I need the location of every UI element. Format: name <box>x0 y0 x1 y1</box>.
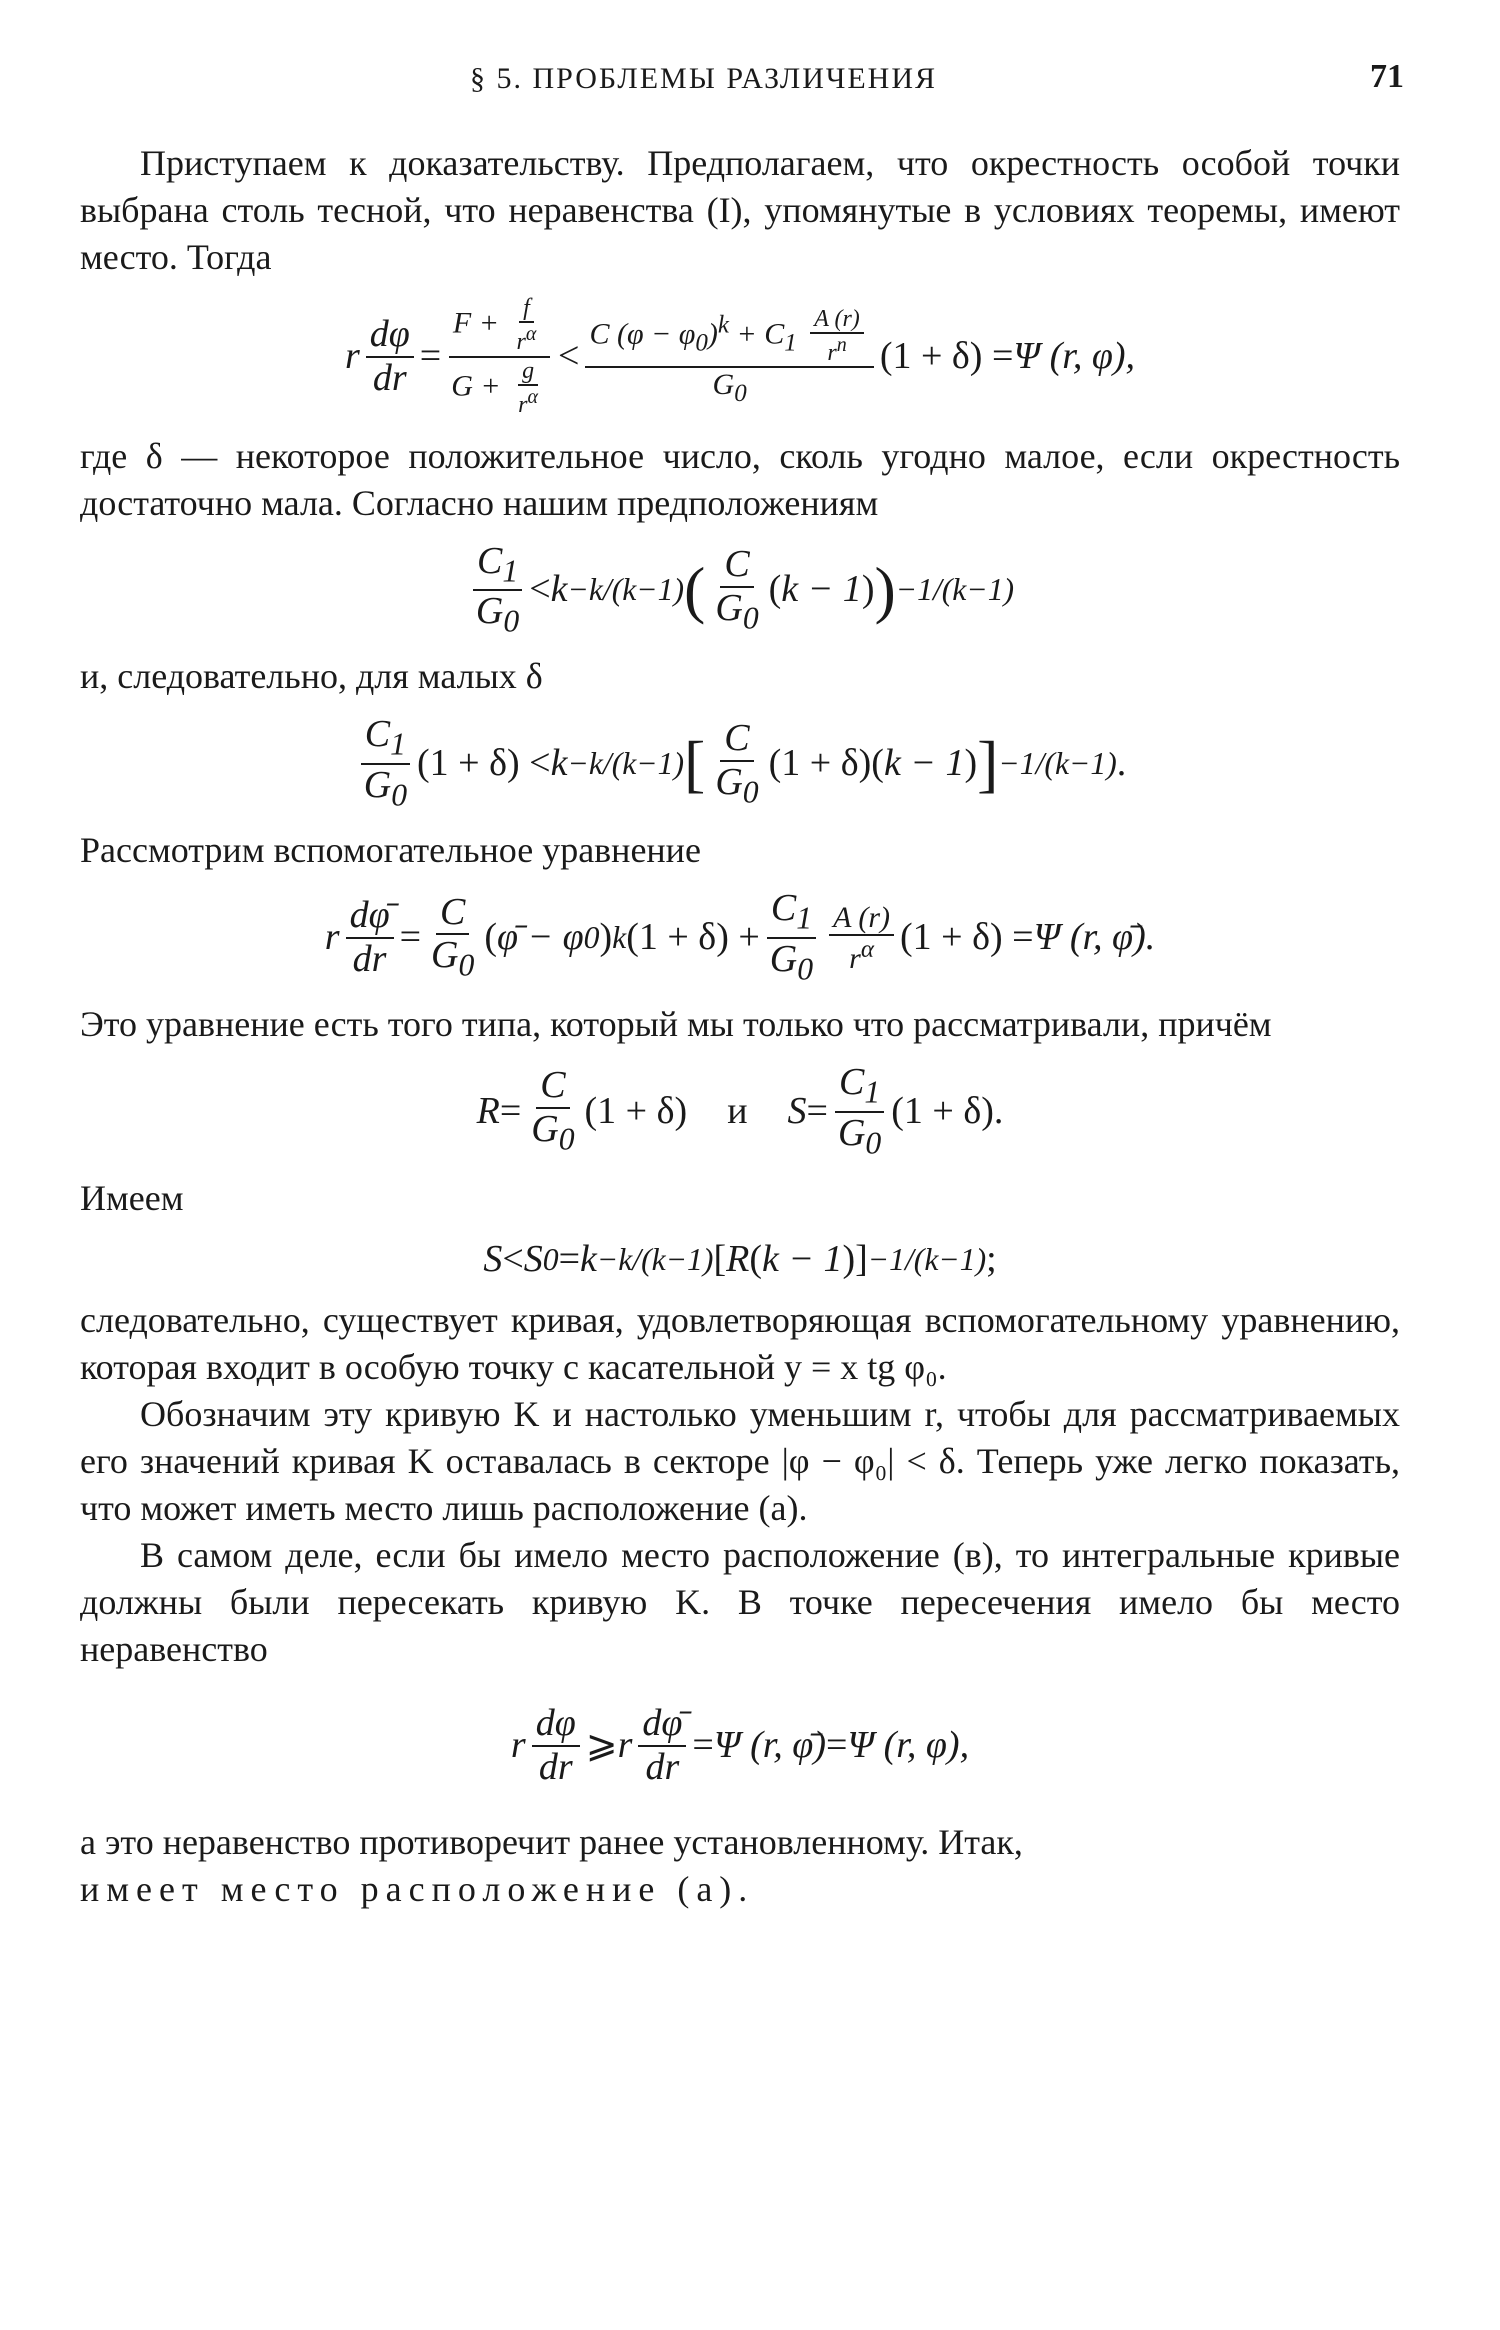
equation-ratio-bound-delta: $\frac{C_1}{G_0}$ (1 + δ) < k −k/(k−1) [ $\frac{C}{G_0}$ (1 + δ)( k − 1 ) ] −1/(k−1) . <box>80 714 1400 813</box>
page-body <box>80 140 1400 1913</box>
paragraph-we-have: Имеем <box>80 1177 184 1218</box>
paragraph-conclusion: имеет место расположение (а). <box>80 1868 755 1909</box>
running-head: § 5. ПРОБЛЕМЫ РАЗЛИЧЕНИЯ <box>470 62 938 95</box>
page-number: 71 <box>1370 58 1404 95</box>
equation-R-S: R = $\frac{C}{G_0}$ (1 + δ) и S = $\frac{C_1}{G_0}$ (1 + δ). <box>476 1061 1004 1161</box>
equation-intersection: r $\frac{d\varphi}{dr}$ ⩾ r $\frac{d\varphī}{dr}$ = Ψ (r, φ̄) = Ψ (r, φ), <box>510 1701 970 1788</box>
equation-auxiliary: r $\frac{d\varphī}{dr}$ = $\frac{C}{G_0}$ ( φ̄ − φ 0 ) k (1 + δ) + $\frac{C_1}{G_0}$ $\frac{A (r)}{r^\alpha}$ (1 + δ) = Ψ (r, φ̄). <box>324 887 1156 987</box>
paragraph-curve-K: Обозначим эту кривую K и настолько уменьшим r, чтобы для рассматриваемых его значений кривая K оставалась в секторе |φ − φ₀| < δ. Теперь уже легко показать, что может иметь место лишь расположение (а). <box>80 1393 1400 1528</box>
equation-ratio-bound: $\frac{C_1}{G_0}$ < k −k/(k−1) ( $\frac{C}{G_0}$ ( k − 1 ) ) −1/(k−1) <box>80 541 1400 640</box>
paragraph-auxiliary: Рассмотрим вспомогательное уравнение <box>80 830 701 871</box>
paragraph-proof-start: Приступаем к доказательству. Предполагаем, что окрестность особой точки выбрана столь тесной, что неравенства (I), упомянутые в условиях теоремы, имеют место. Тогда <box>80 143 1400 277</box>
paragraph-curve-exists: следовательно, существует кривая, удовлетворяющая вспомогательному уравнению, которая входит в особую точку с касательной y = x tg φ₀. <box>80 1299 1400 1387</box>
equation-main-inequality: r $\frac{d\varphi}{dr}$ = F + $\frac{f}{r^\alpha}$ G + $\frac{g}{r^\alpha}$ < C $(\varphi - \varphi_0)^k + C_1$ $\frac{A (r)}{r^n}$ $G_0$ (1 + δ) = Ψ (r, φ), <box>344 295 1136 419</box>
paragraph-small-delta: и, следовательно, для малых δ <box>80 656 543 697</box>
page-header <box>0 58 1500 102</box>
paragraph-delta: где δ — некоторое положительное число, сколь угодно малое, если окрестность достаточно мала. Согласно нашим предположениям <box>80 435 1400 523</box>
paragraph-indeed: В самом деле, если бы имело место расположение (в), то интегральные кривые должны были пересекать кривую K. В точке пересечения имело бы место неравенство <box>80 1534 1400 1669</box>
conjunction-and: и <box>727 1090 748 1133</box>
equation-S-bound: S < S 0 = k −k/(k−1) [ R ( k − 1 )] −1/(k−1) ; <box>483 1237 997 1280</box>
paragraph-type: Это уравнение есть того типа, который мы только что рассматривали, причём <box>80 1004 1272 1045</box>
paragraph-contradiction: а это неравенство противоречит ранее установленному. Итак, <box>80 1821 1023 1862</box>
